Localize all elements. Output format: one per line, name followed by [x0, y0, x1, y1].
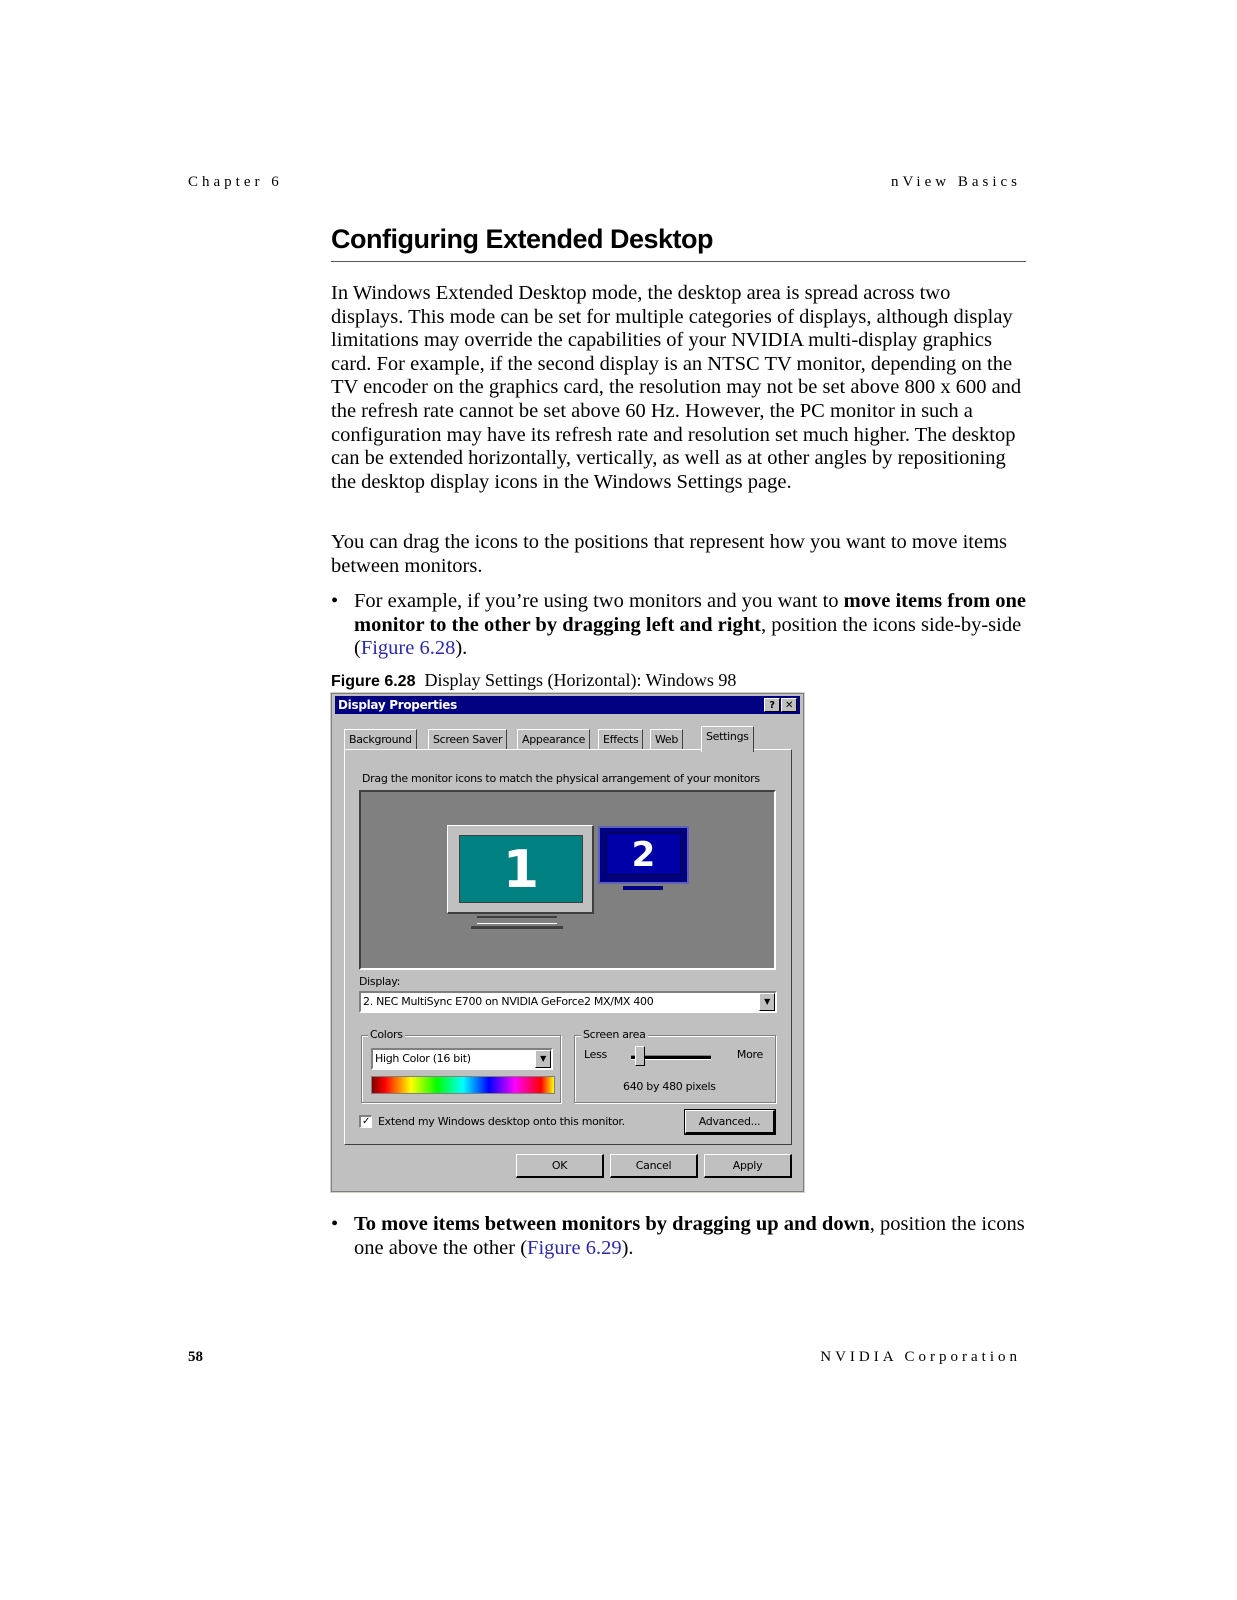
bullet-text: , position the icons side-by-side ( — [354, 613, 1022, 660]
bullet-text: ). — [621, 1236, 634, 1259]
screen-area-group-title: Screen area — [583, 1028, 646, 1041]
monitor-1-number: 1 — [459, 835, 583, 903]
tab-screen-saver[interactable]: Screen Saver — [428, 729, 507, 750]
tab-web[interactable]: Web — [650, 729, 683, 750]
bullet-emphasis: To move items between monitors by dragging up and down — [354, 1213, 870, 1235]
display-properties-dialog — [331, 693, 804, 1192]
page-number: 58 — [188, 1349, 203, 1365]
colors-select-value: High Color (16 bit) — [375, 1052, 471, 1065]
bullet-marker: • — [331, 590, 339, 612]
monitor-1-base — [471, 926, 563, 929]
monitor-1-icon[interactable] — [447, 825, 594, 914]
monitor-2-base — [623, 886, 663, 890]
cancel-button[interactable]: Cancel — [610, 1154, 698, 1178]
screen-area-slider-thumb[interactable] — [635, 1046, 645, 1066]
figure-caption-text: Display Settings (Horizontal): Windows 98 — [424, 670, 737, 690]
footer-company: NVIDIA Corporation — [820, 1349, 1021, 1365]
bullet-item-vertical — [331, 1213, 1026, 1260]
tab-settings[interactable]: Settings — [701, 726, 754, 752]
screen-area-group — [574, 1028, 776, 1103]
bullet-text: For example, if you’re using two monitors and you want to — [354, 590, 844, 612]
display-select-value: 2. NEC MultiSync E700 on NVIDIA GeForce2 MX/MX 400 — [363, 995, 654, 1008]
close-button[interactable]: ✕ — [781, 698, 797, 712]
section-title: Configuring Extended Desktop — [331, 224, 1026, 262]
chevron-down-icon[interactable]: ▼ — [759, 993, 775, 1011]
ok-button[interactable]: OK — [516, 1154, 604, 1178]
figure-link[interactable]: Figure 6.28 — [360, 637, 456, 660]
figure-caption — [331, 670, 736, 691]
bullet-text: , position the icons one above the other ( — [354, 1213, 1025, 1259]
resolution-text: 640 by 480 pixels — [623, 1080, 716, 1093]
monitor-2-number: 2 — [606, 833, 681, 875]
bullet-item-horizontal — [331, 590, 1026, 661]
bullet-text: ). — [455, 637, 468, 660]
extend-desktop-checkbox[interactable]: ✓ — [359, 1115, 372, 1128]
help-button[interactable]: ? — [764, 698, 780, 712]
colors-select[interactable] — [371, 1048, 553, 1070]
bullet-emphasis: move items from one monitor to the other by dragging left and right — [354, 590, 1027, 636]
apply-button[interactable]: Apply — [704, 1154, 792, 1178]
display-label: Display: — [359, 975, 401, 988]
dialog-title: Display Properties — [338, 698, 457, 712]
monitor-arrangement-area[interactable] — [359, 790, 776, 970]
chevron-down-icon[interactable]: ▼ — [535, 1050, 551, 1068]
colors-group-title: Colors — [370, 1028, 403, 1041]
advanced-button[interactable]: Advanced... — [685, 1110, 775, 1134]
figure-link[interactable]: Figure 6.29 — [527, 1236, 622, 1259]
tab-appearance[interactable]: Appearance — [517, 729, 590, 750]
body-paragraph-2: You can drag the icons to the positions that represent how you want to move items between monitors. — [331, 531, 1008, 577]
figure-number: Figure 6.28 — [331, 673, 416, 690]
colors-group — [361, 1028, 561, 1103]
color-spectrum-bar — [371, 1076, 555, 1094]
monitor-2-icon[interactable] — [598, 826, 689, 884]
display-select[interactable] — [359, 991, 777, 1013]
monitor-instruction: Drag the monitor icons to match the physical arrangement of your monitors — [362, 772, 760, 785]
body-paragraph-1: In Windows Extended Desktop mode, the desktop area is spread across two displays. This mode can be set for multiple categories of displays, although display limitations may override the capabilities of your NVIDIA multi-display graphics card. For example, if the second display is an NTSC TV monitor, depending on the TV encoder on the graphics card, the resolution may not be set above 800 x 600 and the refresh rate cannot be set above 60 Hz. However, the PC monitor in such a configuration may have its refresh rate and resolution set much higher. The desktop can be extended horizontally, vertically, as well as at other angles by repositioning the desktop display icons in the Windows Settings page. — [331, 282, 1022, 493]
dialog-titlebar[interactable] — [335, 696, 800, 714]
tab-effects[interactable]: Effects — [598, 729, 643, 750]
extend-desktop-label[interactable]: Extend my Windows desktop onto this monitor. — [378, 1115, 625, 1128]
running-head-chapter: Chapter 6 — [188, 174, 283, 190]
tab-background[interactable]: Background — [344, 729, 417, 750]
more-label: More — [736, 1048, 763, 1061]
bullet-marker: • — [331, 1213, 339, 1235]
monitor-1-stand — [477, 916, 557, 924]
running-head-title: nView Basics — [890, 174, 1021, 190]
less-label: Less — [584, 1048, 607, 1061]
